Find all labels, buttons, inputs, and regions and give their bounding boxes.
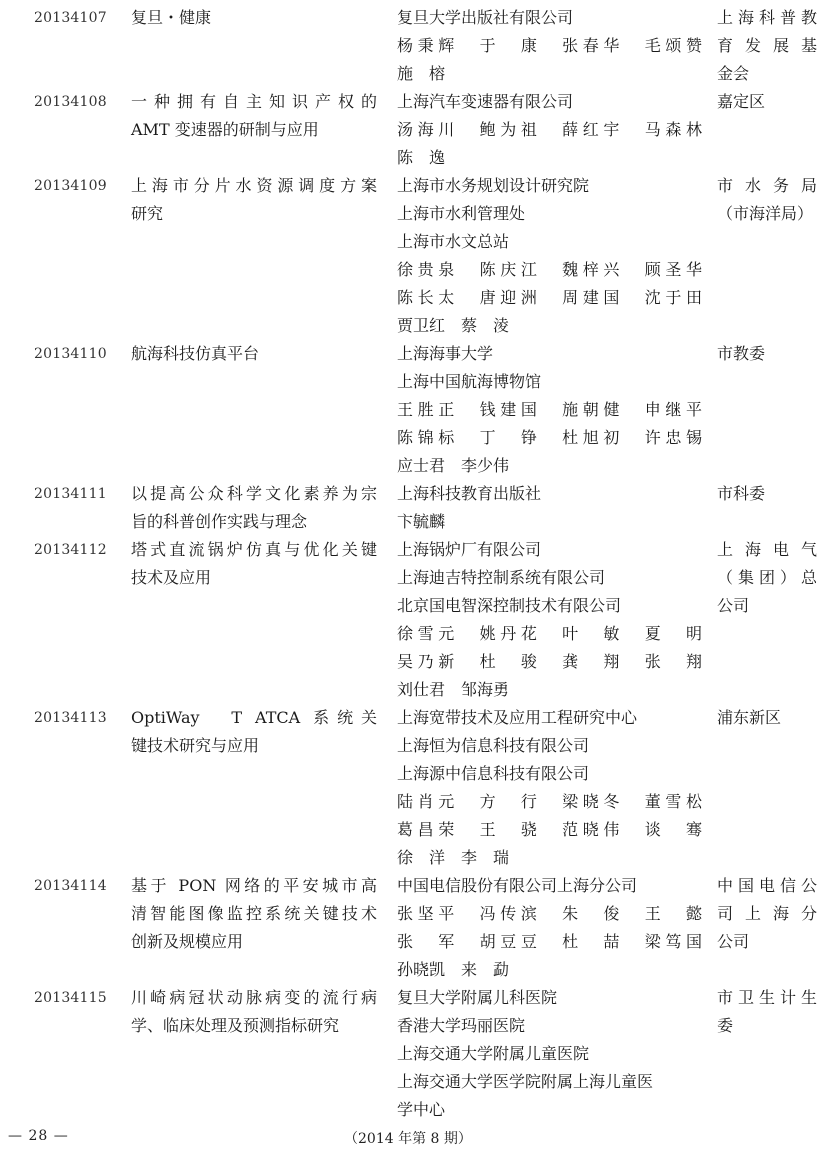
- contributors-line: 张坚平 冯传滨 朱 俊 王 懿: [397, 904, 702, 923]
- project-title-line: 旨的科普创作实践与理念: [131, 512, 308, 531]
- recommending-unit-line: 市卫生计生: [717, 988, 817, 1007]
- issue-label: （2014 年第 8 期）: [344, 1131, 472, 1147]
- organization-line: 上海市水务规划设计研究院: [397, 176, 590, 195]
- recommending-unit-line: 育发展基: [717, 36, 817, 55]
- organization-line: 上海锅炉厂有限公司: [397, 540, 542, 559]
- contributors-line: 陈长太 唐迎洲 周建国 沈于田: [397, 288, 702, 307]
- contributors-line: 张 军 胡豆豆 杜 喆 梁笃国: [397, 932, 702, 951]
- organization-line: 学中心: [397, 1100, 446, 1119]
- organization-line: 上海交通大学医学院附属上海儿童医: [397, 1072, 654, 1091]
- project-id: 20134113: [34, 710, 107, 726]
- organization-line: 上海海事大学: [397, 344, 494, 363]
- organization-line: 应士君 李少伟: [397, 456, 510, 475]
- organization-line: 上海市水文总站: [397, 232, 510, 251]
- recommending-unit-line: 上海电气: [717, 540, 817, 559]
- recommending-unit-line: 嘉定区: [717, 92, 766, 111]
- organization-line: 施 榕: [397, 64, 446, 83]
- organization-line: 复旦大学附属儿科医院: [397, 988, 558, 1007]
- contributors-line: 葛昌荣 王 骁 范晓伟 谈 骞: [397, 820, 702, 839]
- contributors-line: 陈锦标 丁 铮 杜旭初 许忠锡: [397, 428, 702, 447]
- project-title-line: 学、临床处理及预测指标研究: [131, 1016, 340, 1035]
- project-title-line: 航海科技仿真平台: [131, 344, 260, 363]
- organization-line: 上海迪吉特控制系统有限公司: [397, 568, 606, 587]
- project-id: 20134114: [34, 878, 107, 894]
- project-title-line: 清智能图像监控系统关键技术: [131, 904, 377, 923]
- organization-line: 香港大学玛丽医院: [397, 1016, 526, 1035]
- organization-line: 上海中国航海博物馆: [397, 372, 542, 391]
- project-title-line: OptiWay T ATCA 系统关: [131, 708, 377, 727]
- recommending-unit-line: 市教委: [717, 344, 766, 363]
- contributors-line: 王胜正 钱建国 施朝健 申继平: [397, 400, 702, 419]
- project-title-line: 基于 PON 网络的平安城市高: [131, 876, 377, 895]
- organization-line: 刘仕君 邹海勇: [397, 680, 510, 699]
- recommending-unit-line: （市海洋局）: [717, 204, 814, 223]
- page-footer: [0, 1128, 827, 1152]
- organization-line: 上海交通大学附属儿童医院: [397, 1044, 590, 1063]
- contributors-line: 汤海川 鲍为祖 薛红宇 马森林: [397, 120, 702, 139]
- recommending-unit-line: （集团）总: [717, 568, 817, 587]
- page-number: — 28 —: [8, 1128, 69, 1144]
- project-title-line: 川崎病冠状动脉病变的流行病: [131, 988, 377, 1007]
- project-id: 20134107: [34, 10, 107, 26]
- organization-line: 上海汽车变速器有限公司: [397, 92, 574, 111]
- organization-line: 北京国电智深控制技术有限公司: [397, 596, 622, 615]
- project-title-line: 键技术研究与应用: [131, 736, 260, 755]
- organization-line: 复旦大学出版社有限公司: [397, 8, 574, 27]
- project-id: 20134112: [34, 542, 107, 558]
- organization-line: 孙晓凯 来 勐: [397, 960, 510, 979]
- project-title-line: 以提高公众科学文化素养为宗: [131, 484, 377, 503]
- organization-line: 中国电信股份有限公司上海分公司: [397, 876, 638, 895]
- recommending-unit-line: 上海科普教: [717, 8, 817, 27]
- recommending-unit-line: 浦东新区: [717, 708, 782, 727]
- project-id: 20134115: [34, 990, 107, 1006]
- recommending-unit-line: 中国电信公: [717, 876, 817, 895]
- recommending-unit-line: 委: [717, 1016, 734, 1035]
- organization-line: 徐 洋 李 瑞: [397, 848, 510, 867]
- contributors-line: 徐贵泉 陈庆江 魏梓兴 顾圣华: [397, 260, 702, 279]
- project-title-line: 复旦・健康: [131, 8, 212, 27]
- project-title-line: 技术及应用: [131, 568, 212, 587]
- organization-line: 陈 逸: [397, 148, 446, 167]
- organization-line: 上海恒为信息科技有限公司: [397, 736, 590, 755]
- contributors-line: 徐雪元 姚丹花 叶 敏 夏 明: [397, 624, 702, 643]
- recommending-unit-line: 市水务局: [717, 176, 817, 195]
- organization-line: 上海市水利管理处: [397, 204, 526, 223]
- project-title-line: 上海市分片水资源调度方案: [131, 176, 377, 195]
- project-id: 20134110: [34, 346, 107, 362]
- contributors-line: 陆肖元 方 行 梁晓冬 董雪松: [397, 792, 702, 811]
- project-title-line: 研究: [131, 204, 164, 223]
- project-title-line: AMT 变速器的研制与应用: [131, 120, 319, 139]
- project-title-line: 创新及规模应用: [131, 932, 244, 951]
- project-id: 20134109: [34, 178, 107, 194]
- organization-line: 上海源中信息科技有限公司: [397, 764, 590, 783]
- organization-line: 上海科技教育出版社: [397, 484, 542, 503]
- recommending-unit-line: 市科委: [717, 484, 766, 503]
- recommending-unit-line: 公司: [717, 596, 750, 615]
- recommending-unit-line: 金会: [717, 64, 750, 83]
- project-title-line: 一种拥有自主知识产权的: [131, 92, 377, 111]
- project-title-line: 塔式直流锅炉仿真与优化关键: [131, 540, 377, 559]
- contributors-line: 杨秉辉 于 康 张春华 毛颂赞: [397, 36, 702, 55]
- organization-line: 贾卫红 蔡 淩: [397, 316, 510, 335]
- project-id: 20134108: [34, 94, 107, 110]
- recommending-unit-line: 公司: [717, 932, 750, 951]
- project-id: 20134111: [34, 486, 107, 502]
- recommending-unit-line: 司上海分: [717, 904, 817, 923]
- contributors-line: 吴乃新 杜 骏 龚 翔 张 翔: [397, 652, 702, 671]
- organization-line: 卞毓麟: [397, 512, 446, 531]
- organization-line: 上海宽带技术及应用工程研究中心: [397, 708, 638, 727]
